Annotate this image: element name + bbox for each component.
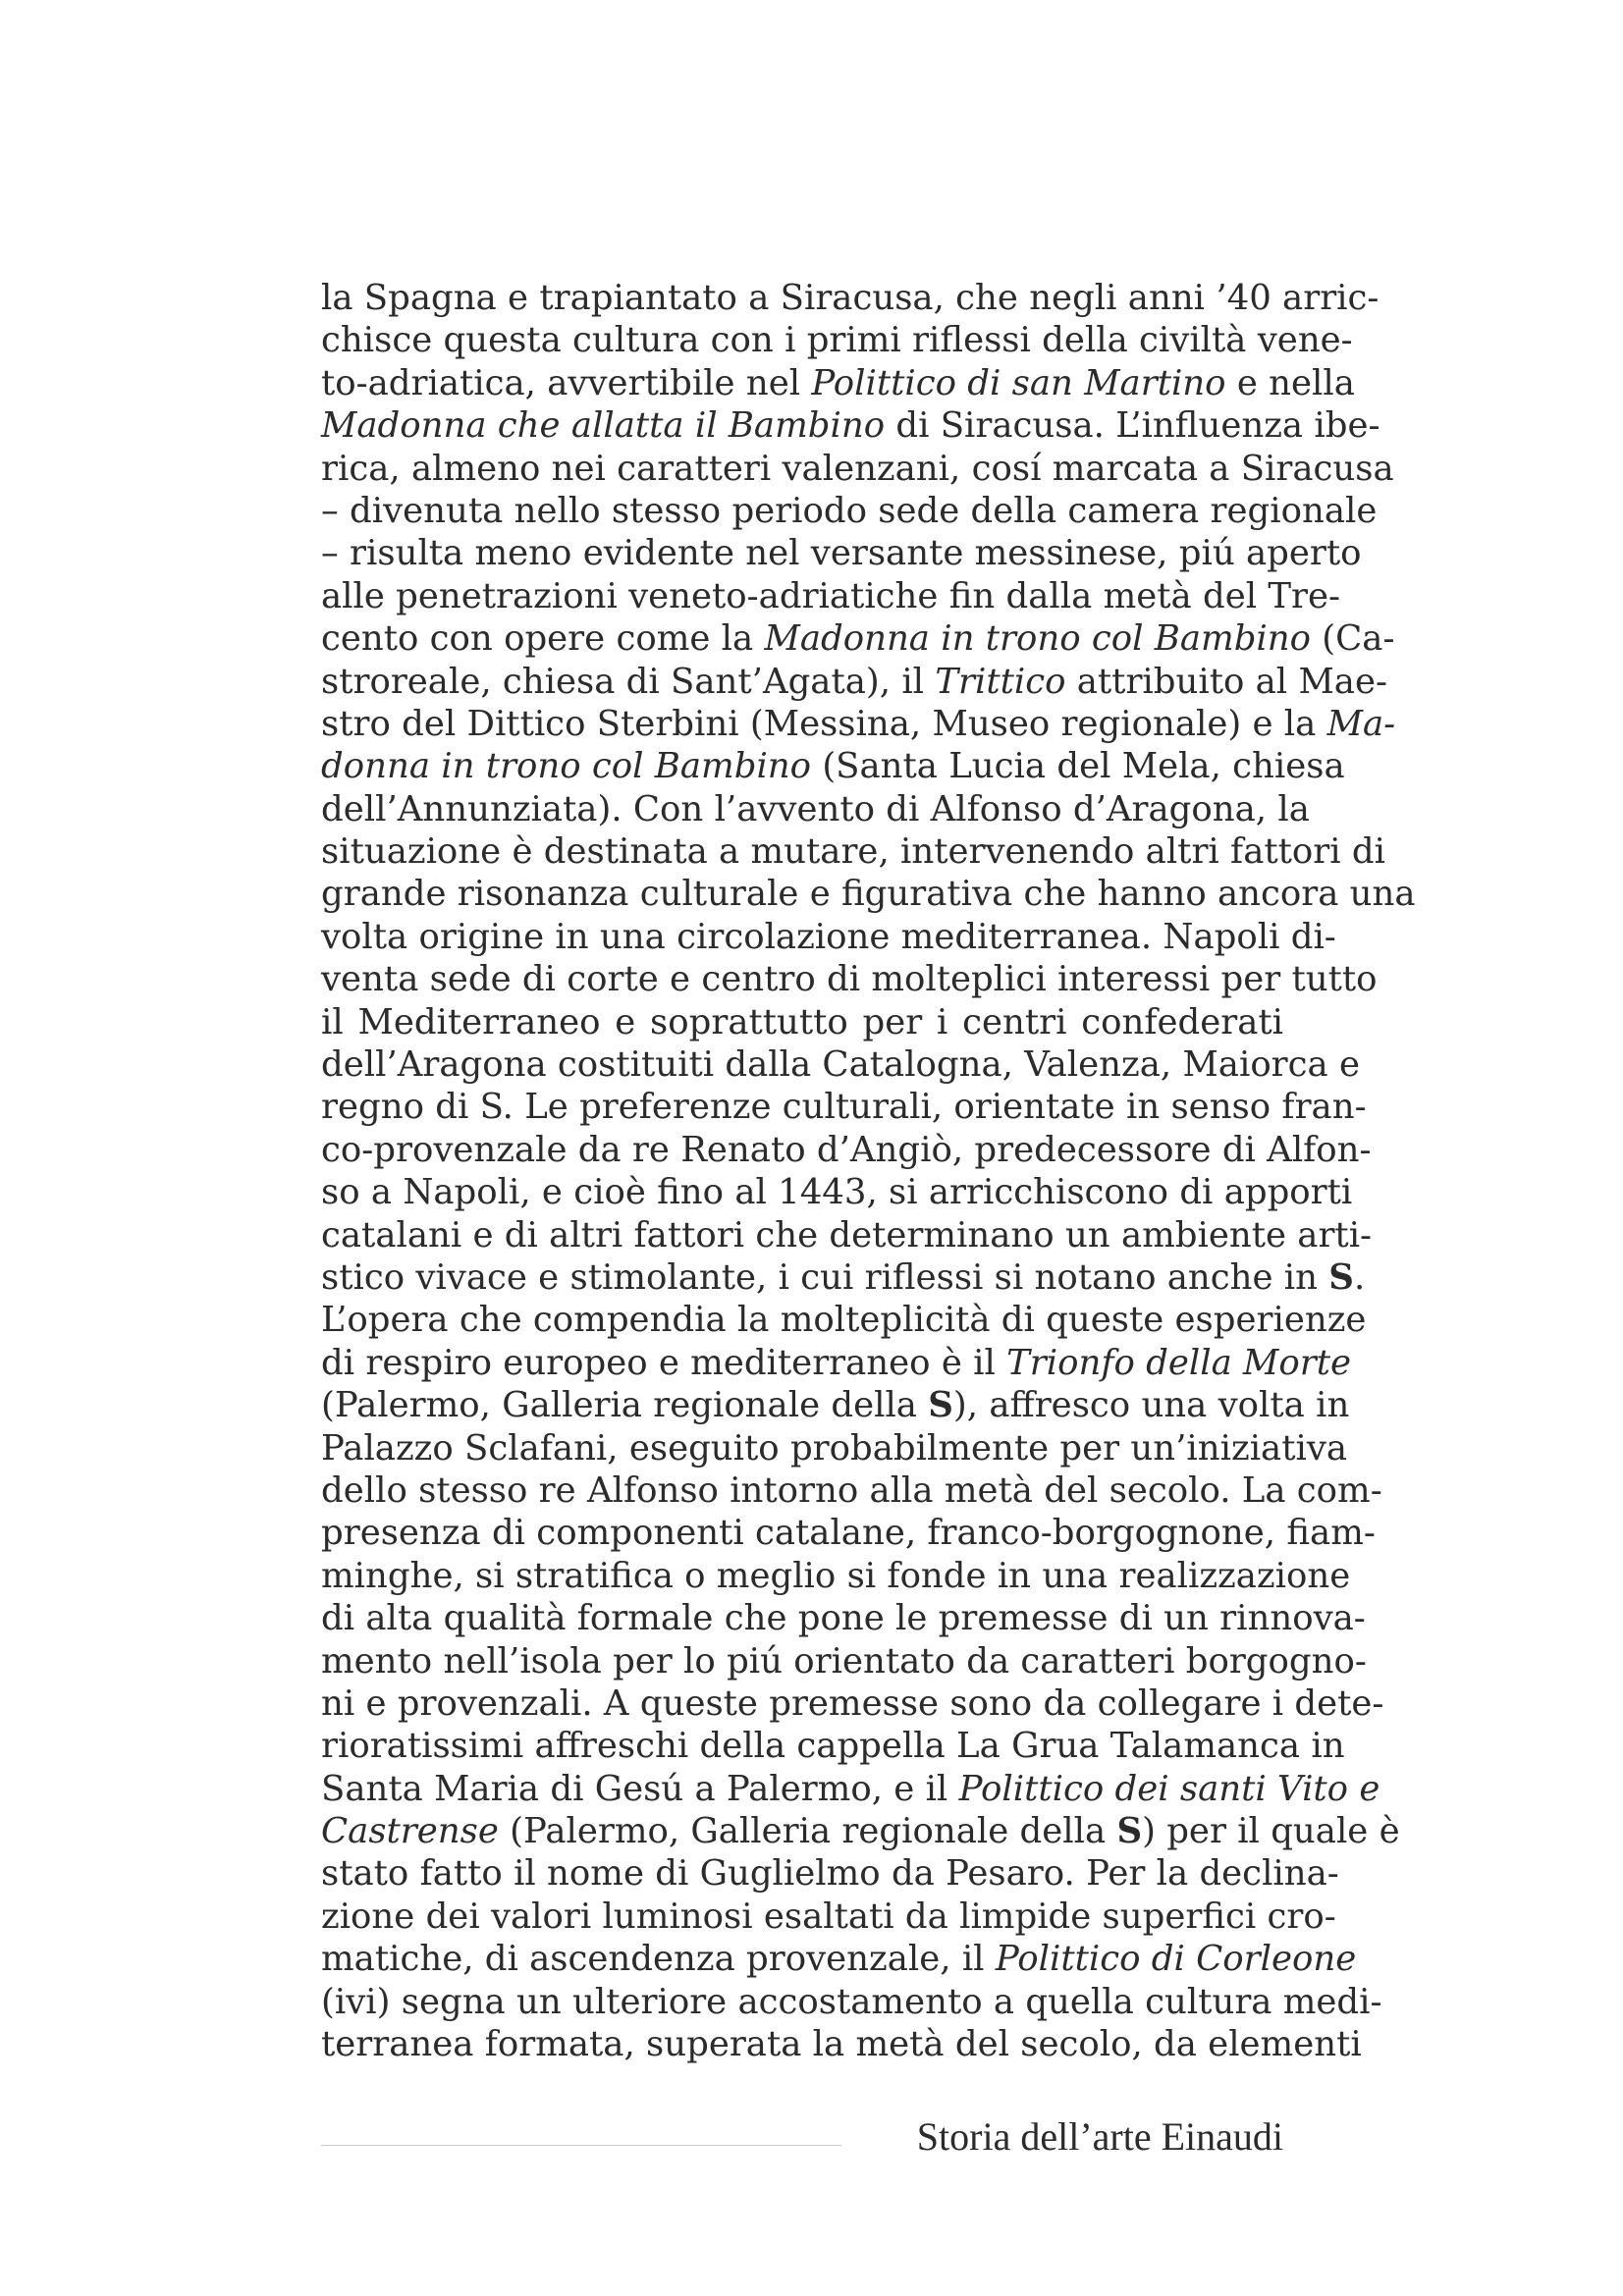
text-run: mento nell’isola per lo piú orientato da caratteri borgogno- [321, 1640, 1367, 1682]
text-line [321, 916, 1336, 958]
text-run: stroreale, chiesa di Sant’Agata), il [321, 661, 936, 702]
text-run: dell’Aragona costituiti dalla Catalogna, Valenza, Maiorca e [321, 1044, 1360, 1086]
text-run: volta origine in una circolazione mediterranea. Napoli di- [321, 916, 1336, 957]
text-line [321, 958, 1378, 1000]
text-line [321, 1342, 1352, 1384]
text-run: (Ca- [1311, 618, 1395, 660]
text-line [321, 1682, 1384, 1725]
text-line [321, 1555, 1351, 1597]
text-run: dello stesso re Alfonso intorno alla metà del secolo. La com- [321, 1469, 1382, 1511]
text-line [321, 661, 1387, 703]
text-line [321, 1043, 1360, 1086]
text-run: zione dei valori luminosi esaltati da limpide superfici cro- [321, 1896, 1336, 1937]
text-run: alle penetrazioni veneto-adriatiche fin dalla metà del Tre- [321, 575, 1340, 616]
text-run: rica, almeno nei caratteri valenzani, cosí marcata a Siracusa [321, 448, 1394, 489]
italic-title: Trittico [935, 661, 1066, 702]
text-line [321, 1001, 1283, 1043]
text-run: il Mediterraneo e soprattutto per i centri confederati [321, 1001, 1283, 1042]
italic-title: Polittico dei santi Vito e [958, 1768, 1380, 1809]
footer-rule [321, 2145, 841, 2146]
text-line [321, 490, 1378, 532]
text-line [321, 1938, 1357, 1980]
text-line [321, 1129, 1372, 1171]
text-run: la Spagna e trapiantato a Siracusa, che negli anni ’40 arric- [321, 278, 1380, 318]
text-run: e nella [1225, 362, 1355, 403]
body-text [321, 277, 1416, 2065]
text-line [321, 1640, 1367, 1682]
text-run: dell’Annunziata). Con l’avvento di Alfonso d’Aragona, la [321, 788, 1310, 829]
text-line [321, 319, 1353, 361]
text-run: venta sede di corte e centro di molteplici interessi per tutto [321, 959, 1378, 1000]
text-run: (ivi) segna un ulteriore accostamento a quella cultura medi- [321, 1981, 1382, 2022]
text-line [321, 1299, 1367, 1341]
italic-title: donna in trono col Bambino [321, 746, 812, 787]
italic-title: Madonna in trono col Bambino [764, 618, 1312, 660]
bold-crossref: S [928, 1385, 953, 1426]
text-line [321, 1597, 1366, 1639]
text-run: to-adriatica, avvertibile nel [321, 362, 812, 403]
text-run: – risulta meno evidente nel versante messinese, piú aperto [321, 533, 1362, 574]
text-run: ), affresco una volta in [952, 1385, 1350, 1426]
text-run: stato fatto il nome di Guglielmo da Pesaro. Per la declina- [321, 1853, 1339, 1895]
text-run: (Santa Lucia del Mela, chiesa [811, 746, 1345, 787]
text-line [321, 1512, 1376, 1554]
text-run: di Siracusa. L’influenza ibe- [885, 405, 1380, 447]
text-run: so a Napoli, e cioè fino al 1443, si arricchiscono di apporti [321, 1172, 1353, 1213]
text-run: ni e provenzali. A queste premesse sono da collegare i dete- [321, 1682, 1384, 1724]
text-run: – divenuta nello stesso periodo sede della camera regionale [321, 490, 1378, 531]
text-line [321, 745, 1345, 787]
italic-title: Trionfo della Morte [1006, 1342, 1352, 1383]
bold-crossref: S [1116, 1811, 1143, 1852]
text-line [321, 873, 1416, 915]
text-line [321, 703, 1396, 745]
text-line [321, 1852, 1339, 1895]
text-run: stro del Dittico Sterbini (Messina, Museo regionale) e la [321, 703, 1327, 744]
text-run: matiche, di ascendenza provenzale, il [321, 1939, 996, 1980]
text-line [321, 1810, 1400, 1852]
text-run: regno di S. Le preferenze culturali, orientate in senso fran- [321, 1087, 1367, 1128]
text-run: di alta qualità formale che pone le premesse di un rinnova- [321, 1598, 1366, 1639]
text-line [321, 1086, 1367, 1128]
text-line [321, 1768, 1380, 1810]
text-run: L’opera che compendia la molteplicità di queste esperienze [321, 1300, 1367, 1341]
text-line [321, 1896, 1336, 1938]
footer-title: Storia dell’arte Einaudi [916, 2114, 1283, 2159]
text-line [321, 277, 1380, 319]
text-line [321, 1171, 1353, 1213]
bold-crossref: S [1328, 1256, 1354, 1298]
text-line [321, 1469, 1382, 1512]
text-run: di respiro europeo e mediterraneo è il [321, 1342, 1007, 1383]
italic-title: Polittico di san Martino [811, 362, 1226, 403]
text-line [321, 1725, 1345, 1767]
text-run: terranea formata, superata la metà del secolo, da elementi [321, 2024, 1362, 2065]
text-line [321, 532, 1362, 574]
text-run: Santa Maria di Gesú a Palermo, e il [321, 1768, 959, 1809]
text-run: chisce questa cultura con i primi riflessi della civiltà vene- [321, 320, 1353, 361]
text-line [321, 1214, 1373, 1256]
text-line [321, 788, 1310, 830]
text-run: stico vivace e stimolante, i cui riflessi si notano anche in [321, 1256, 1329, 1298]
page-footer [321, 2109, 1283, 2167]
italic-title: Castrense [321, 1811, 499, 1852]
text-run: (Palermo, Galleria regionale della [321, 1385, 929, 1426]
text-run: co-provenzale da re Renato d’Angiò, predecessore di Alfon- [321, 1129, 1372, 1170]
text-line [321, 404, 1380, 447]
italic-title: Ma- [1326, 703, 1396, 744]
text-line [321, 448, 1394, 490]
text-run: presenza di componenti catalane, franco-borgognone, fiam- [321, 1513, 1376, 1554]
text-line [321, 575, 1340, 617]
text-run: attribuito al Mae- [1065, 661, 1387, 702]
text-run: . [1353, 1256, 1366, 1298]
text-run: ) per il quale è [1142, 1811, 1400, 1852]
text-line [321, 1256, 1366, 1299]
text-line [321, 2023, 1362, 2065]
text-run: (Palermo, Galleria regionale della [498, 1811, 1117, 1852]
text-line [321, 1427, 1348, 1469]
italic-title: Polittico di Corleone [995, 1939, 1357, 1980]
text-line [321, 362, 1355, 404]
italic-title: Madonna che allatta il Bambino [321, 405, 886, 447]
text-line [321, 1384, 1350, 1426]
text-run: cento con opere come la [321, 618, 765, 660]
text-run: catalani e di altri fattori che determinano un ambiente arti- [321, 1214, 1373, 1255]
text-run: rioratissimi affreschi della cappella La Grua Talamanca in [321, 1726, 1345, 1767]
text-line [321, 830, 1385, 873]
text-run: Palazzo Sclafani, eseguito probabilmente per un’iniziativa [321, 1427, 1348, 1468]
text-run: situazione è destinata a mutare, intervenendo altri fattori di [321, 831, 1385, 873]
text-run: grande risonanza culturale e figurativa che hanno ancora una [321, 874, 1416, 915]
text-line [321, 1981, 1382, 2023]
text-line [321, 617, 1395, 660]
text-run: minghe, si stratifica o meglio si fonde in una realizzazione [321, 1555, 1351, 1596]
